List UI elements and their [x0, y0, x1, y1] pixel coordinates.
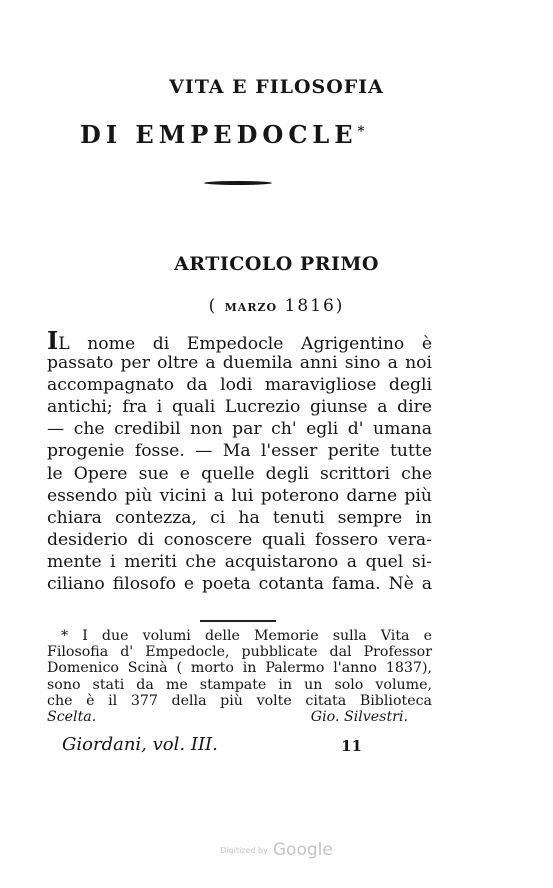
- footnote-ending: Scelta.: [47, 708, 97, 725]
- watermark-prefix: Digitized by: [220, 846, 268, 855]
- footnote-signature: Gio. Silvestri.: [310, 708, 408, 725]
- body-line: antichi; fra i quali Lucrezio giunse a dire: [47, 397, 432, 418]
- footnote-line: che è il 377 della più volte citata Biblioteca: [47, 692, 432, 709]
- footnote-divider: [200, 620, 276, 622]
- date-open-paren: (: [208, 296, 218, 316]
- body-line: ciliano filosofo e poeta cotanta fama. Nè a: [47, 574, 432, 595]
- date-year: 1816: [284, 296, 336, 316]
- body-line: progenie fosse. — Ma l'esser perite tutte: [47, 441, 432, 462]
- section-title: ARTICOLO PRIMO: [174, 253, 379, 275]
- drop-cap: I: [47, 326, 59, 355]
- body-line: desiderio di conoscere quali fossero vera-: [47, 529, 432, 550]
- footnote: [47, 628, 432, 725]
- body-line: mente i meriti che acquistarono a quel si-: [47, 551, 432, 572]
- date-month: MARZO: [224, 301, 278, 314]
- page-title-line1: VITA E FILOSOFIA: [169, 76, 384, 98]
- watermark-brand: Google: [272, 840, 333, 860]
- digitization-watermark: [0, 840, 553, 860]
- page-title-line2: [80, 120, 364, 149]
- body-line: le Opere sue e quelle degli scrittori che: [47, 463, 432, 484]
- footnote-marker: *: [357, 124, 365, 139]
- date-close-paren: ): [335, 296, 345, 316]
- footnote-line: Filosofia d' Empedocle, pubblicate dal Professor: [47, 644, 432, 661]
- footnote-last-line: [47, 709, 432, 725]
- body-line: accompagnato da lodi maravigliose degli: [47, 375, 432, 396]
- ornament-rule: [204, 181, 272, 185]
- body-line: chiara contezza, ci ha tenuti sempre in: [47, 507, 432, 528]
- page-title-text: DI EMPEDOCLE: [80, 120, 358, 149]
- body-line: IL nome di Empedocle Agrigentino è: [47, 326, 432, 355]
- body-line: — che credibil non par ch' egli d' umana: [47, 419, 432, 440]
- printer-signature: [62, 734, 362, 755]
- signature-text: Giordani, vol. III.: [62, 734, 218, 755]
- footnote-line: * I due volumi delle Memorie sulla Vita e: [61, 628, 432, 644]
- sheet-number: 11: [341, 737, 362, 755]
- body-paragraph: [47, 326, 432, 595]
- section-date: [0, 296, 553, 316]
- footnote-line: Domenico Scinà ( morto in Palermo l'anno 1837),: [47, 660, 432, 677]
- body-line: passato per oltre a duemila anni sino a noi: [47, 353, 432, 374]
- body-line: essendo più vicini a lui poterono darne più: [47, 485, 432, 506]
- footnote-line: sono stati da me stampate in un solo volume,: [47, 676, 432, 693]
